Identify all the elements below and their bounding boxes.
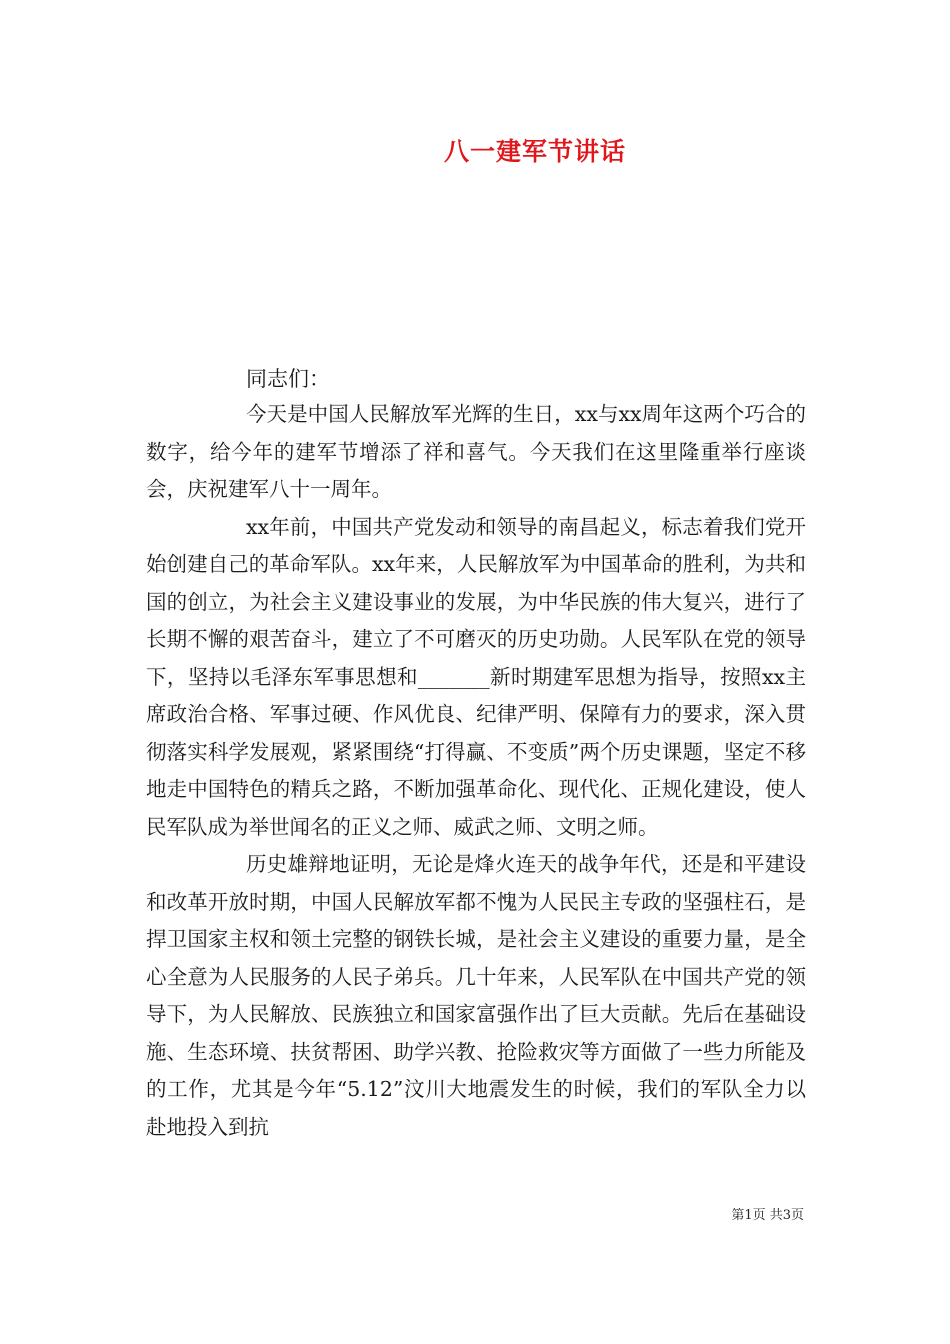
paragraph-1: 今天是中国人民解放军光辉的生日，xx与xx周年这两个巧合的数字，给今年的建军节增添了祥和喜气。今天我们在这里隆重举行座谈会，庆祝建军八十一周年。 [146, 402, 806, 501]
paragraph-3: 历史雄辩地证明，无论是烽火连天的战争年代，还是和平建设和改革开放时期，中国人民解放军都不愧为人民民主专政的坚强柱石，是捍卫国家主权和领土完整的钢铁长城，是社会主义建设的重要力量，是全心全意为人民服务的人民子弟兵。几十年来，人民军队在中国共产党的领导下，为人民解放、民族独立和国家富强作出了巨大贡献。先后在基础设施、生态环境、扶贫帮困、助学兴教、抢险救灾等方面做了一些力所能及的工作，尤其是今年“5.12”汶川大地震发生的时候，我们的军队全力以赴地投入到抗 [146, 852, 806, 1139]
salutation: 同志们： [246, 367, 330, 391]
document-title: 八一建军节讲话 [443, 137, 626, 166]
paragraph-2: xx年前，中国共产党发动和领导的南昌起义，标志着我们党开始创建自己的革命军队。xx年来，人民解放军为中国革命的胜利，为共和国的创立，为社会主义建设事业的发展，为中华民族的伟大复兴，进行了长期不懈的艰苦奋斗，建立了不可磨灭的历史功勋。人民军队在党的领导下，坚持以毛泽东军事思想和_______新时期建军思想为指导，按照xx主席政治合格、军事过硬、作风优良、纪律严明、保障有力的要求，深入贯彻落实科学发展观，紧紧围绕“打得赢、不变质”两个历史课题，坚定不移地走中国特色的精兵之路，不断加强革命化、现代化、正规化建设，使人民军队成为举世闻名的正义之师、威武之师、文明之师。 [146, 514, 806, 839]
title-container [0, 132, 950, 168]
page-number-footer: 第1页 共3页 [731, 1208, 804, 1223]
document-body [146, 396, 806, 1146]
